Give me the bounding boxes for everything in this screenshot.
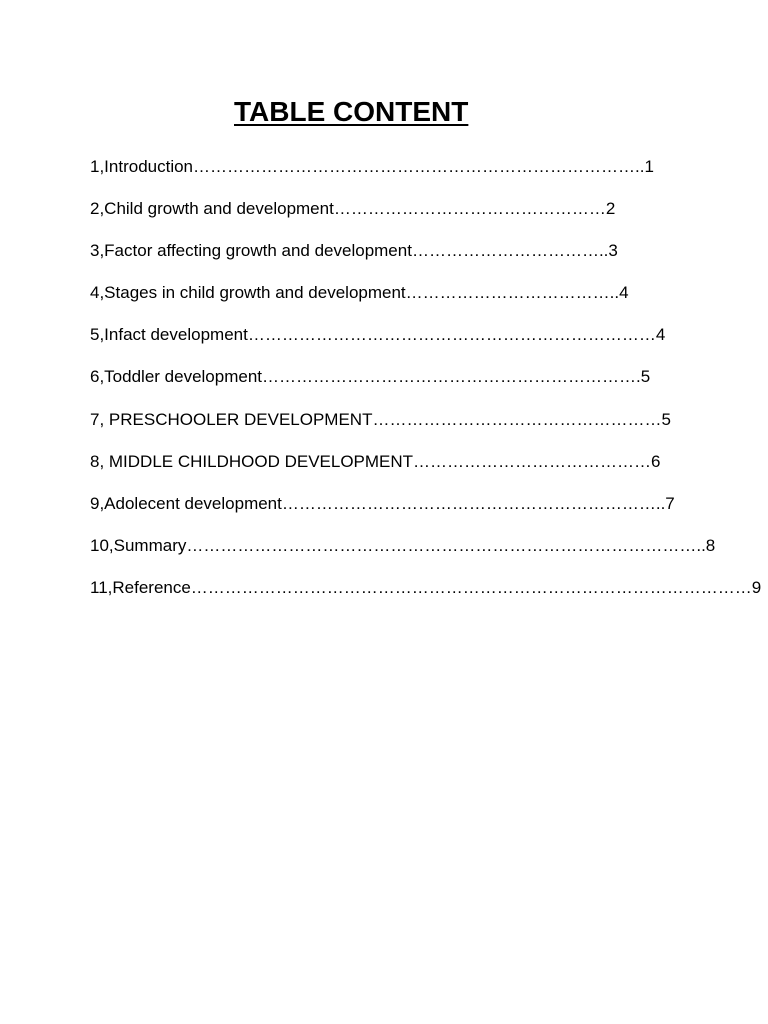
toc-entry: 10,Summary………………………………………………………………………………..8 — [90, 535, 716, 555]
toc-entry: 5,Infact development………………………………………………………………4 — [90, 325, 666, 345]
table-of-contents — [90, 153, 761, 616]
toc-entry: 4,Stages in child growth and development………………………………..4 — [90, 283, 629, 303]
toc-entry: 8, MIDDLE CHILDHOOD DEVELOPMENT……………………………………6 — [90, 451, 661, 471]
toc-entry: 2,Child growth and development…………………………………………2 — [90, 199, 616, 219]
toc-entry: 11,Reference………………………………………………………………………………………9 — [90, 577, 762, 597]
toc-entry: 3,Factor affecting growth and development……………………………..3 — [90, 241, 618, 261]
toc-entry: 9,Adolecent development…………………………………………………………..7 — [90, 493, 675, 513]
toc-entry: 1,Introduction……………………………………………………………………..1 — [90, 157, 654, 176]
toc-entry: 7, PRESCHOOLER DEVELOPMENT……………………………………………5 — [90, 409, 671, 429]
toc-entry: 6,Toddler development………………………………………………………….5 — [90, 367, 651, 387]
page-title: TABLE CONTENT — [234, 96, 469, 127]
